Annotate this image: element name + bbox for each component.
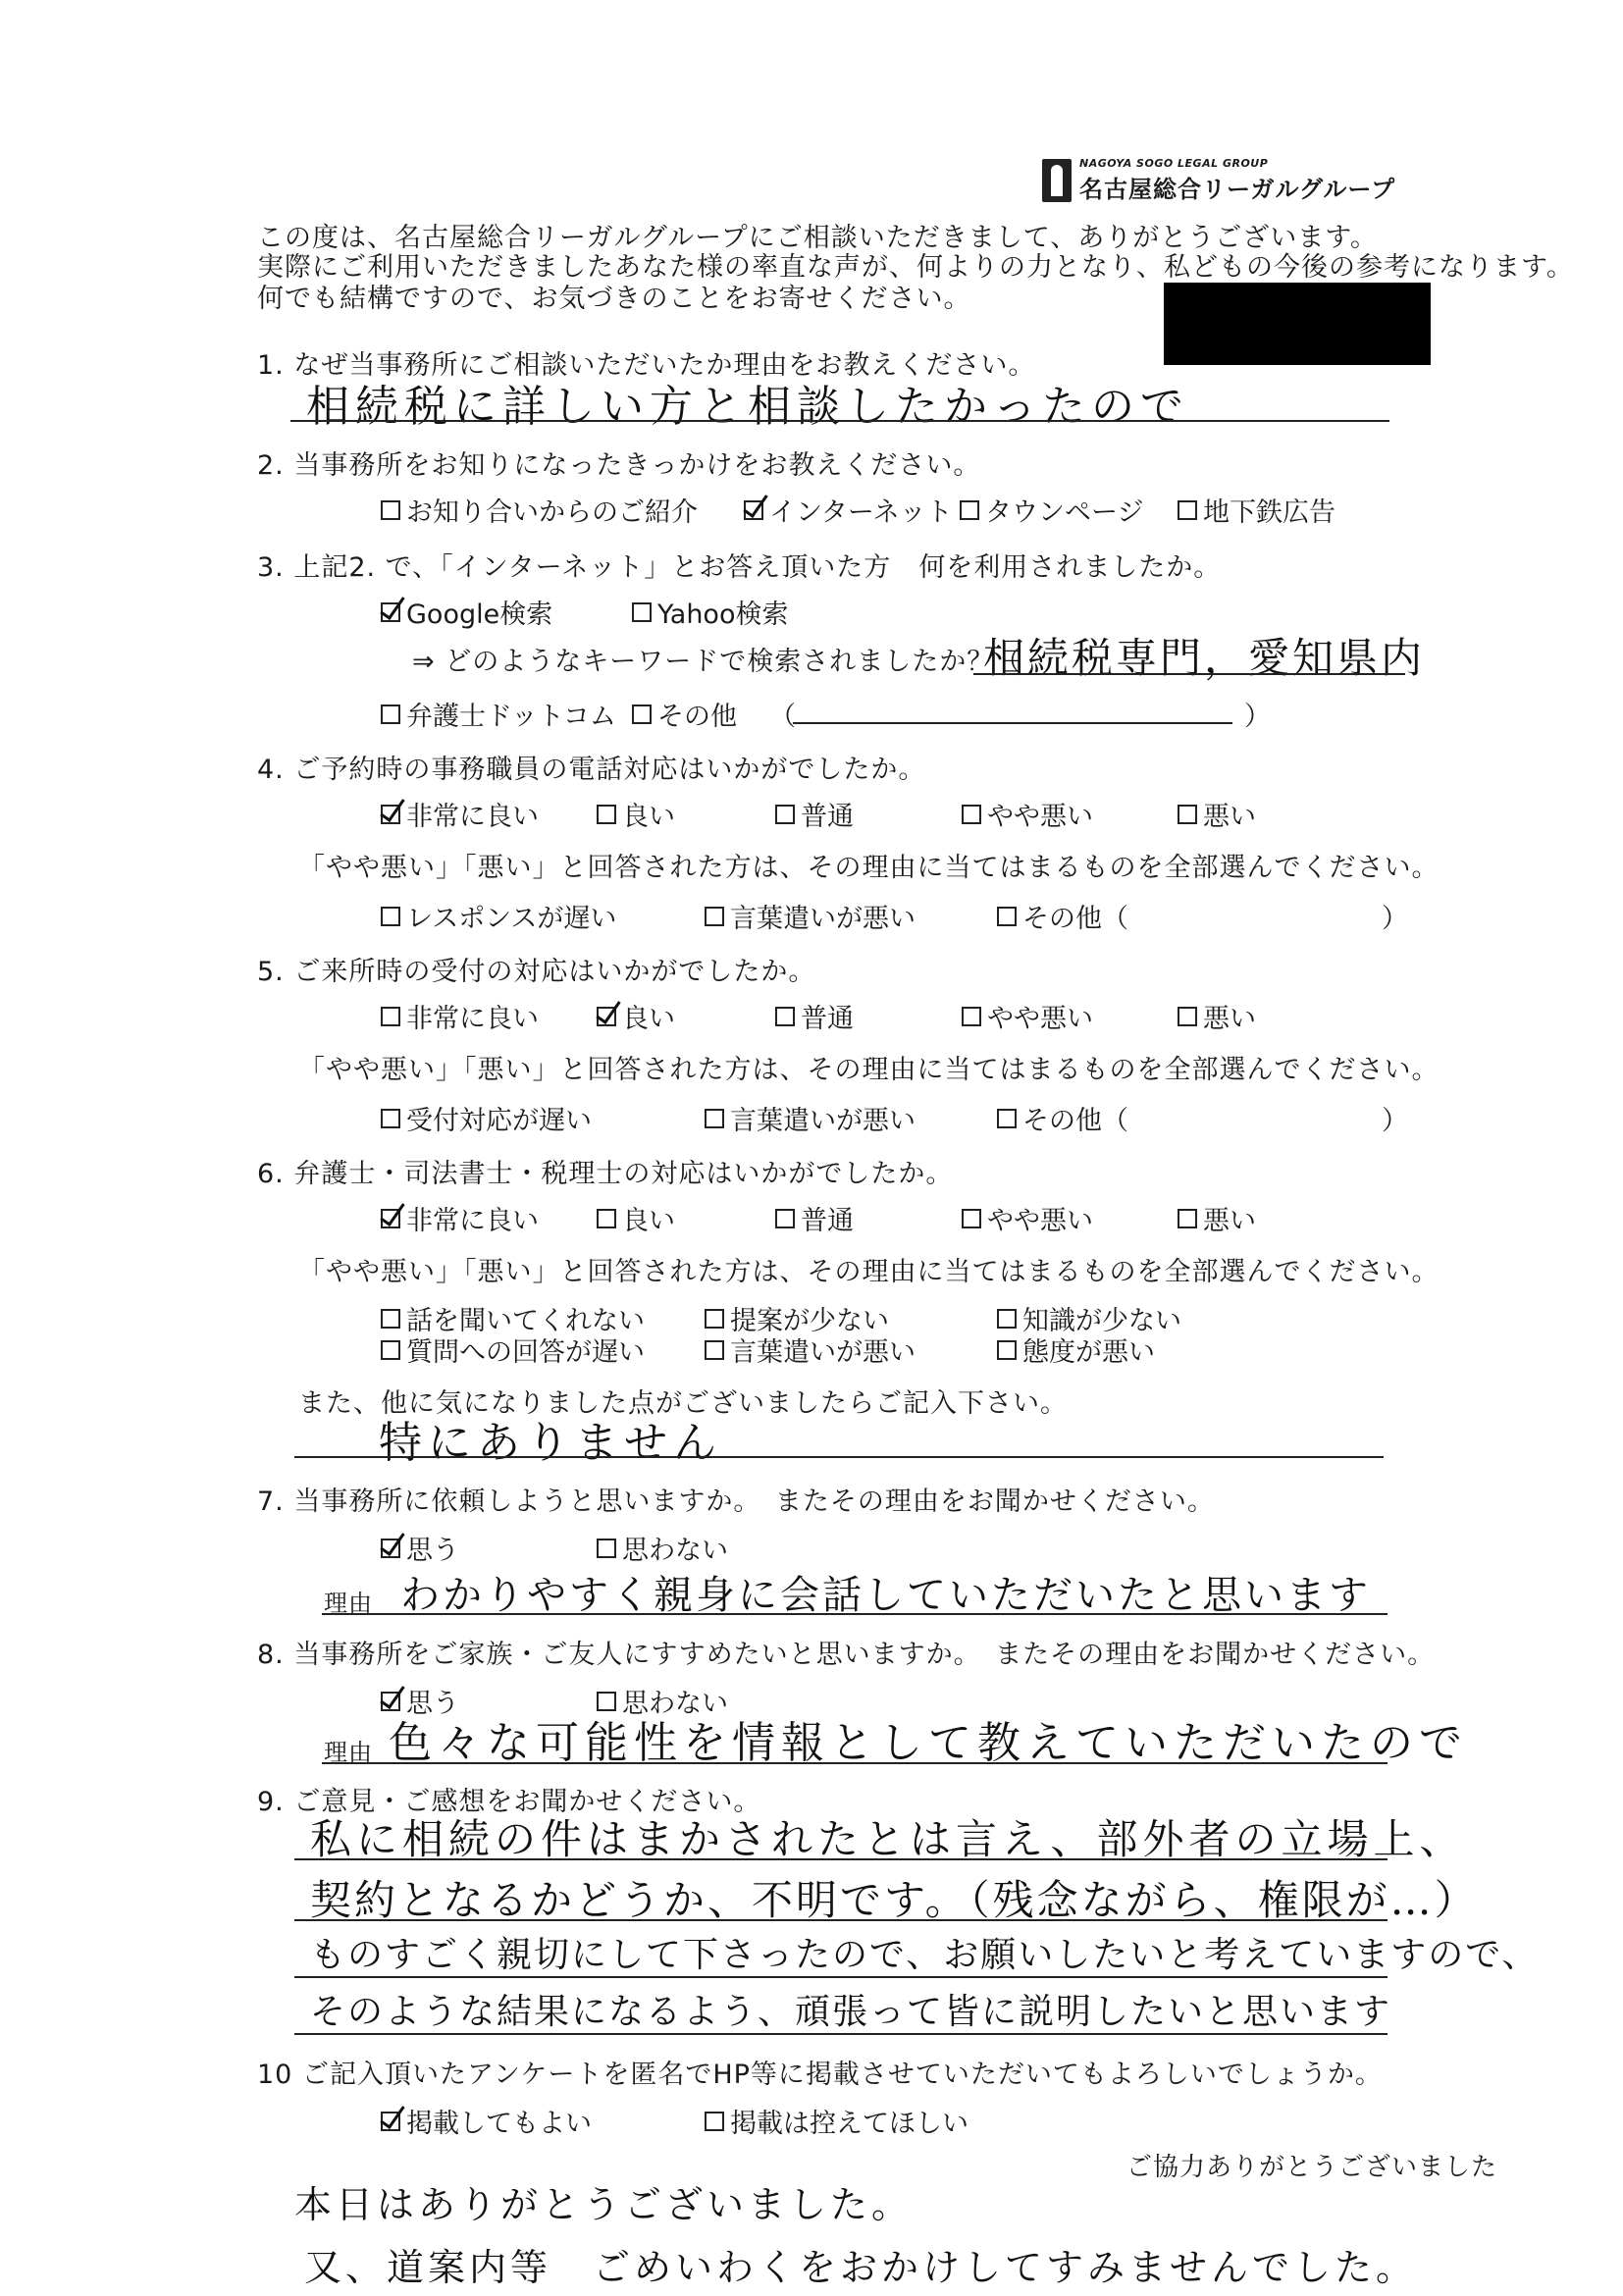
q4-reason-close: ）	[1382, 904, 1409, 934]
q1-answer[interactable]: 相続税に詳しい方と相談したかったので	[306, 382, 1189, 432]
q9-rule-4	[294, 2033, 1387, 2035]
q3-keyword-line	[973, 673, 1405, 675]
checkbox-checked-icon	[381, 1209, 400, 1228]
q7-reason-answer[interactable]: わかりやすく親身に会話していただいたと思います	[400, 1573, 1371, 1618]
intro-line-2: 実際にご利用いただきましたあなた様の率直な声が、何よりの力となり、私どもの今後の参考になります。	[257, 252, 1574, 283]
q7-option-no[interactable]: 思わない	[597, 1529, 728, 1567]
checkbox-icon	[962, 1007, 981, 1026]
checkbox-icon	[997, 1109, 1017, 1128]
q1-label: 1. なぜ当事務所にご相談いただいたか理由をお教えください。	[257, 350, 1036, 381]
q2-option-referral[interactable]: お知り合いからのご紹介	[381, 491, 698, 529]
q4-label: 4. ご予約時の事務職員の電話対応はいかがでしたか。	[257, 755, 926, 785]
q5-reason-slow-reception[interactable]: 受付対応が遅い	[381, 1099, 592, 1137]
checkbox-icon	[775, 1007, 795, 1026]
checkbox-icon	[1178, 500, 1197, 520]
q5-reason-language[interactable]: 言葉遣いが悪い	[705, 1099, 916, 1137]
redaction-block	[1164, 283, 1431, 365]
q6-other-answer[interactable]: 特にありません	[379, 1418, 722, 1468]
q2-option-townpage[interactable]: タウンページ	[960, 491, 1143, 529]
q3-option-bengoshi[interactable]: 弁護士ドットコム	[381, 695, 616, 733]
checkbox-icon	[775, 1209, 795, 1228]
q6-rating-somewhat-bad[interactable]: やや悪い	[962, 1199, 1093, 1237]
checkbox-icon	[705, 1109, 724, 1128]
q6-reason-attitude[interactable]: 態度が悪い	[997, 1331, 1155, 1369]
q9-label: 9. ご意見・ご感想をお聞かせください。	[257, 1787, 761, 1817]
logo-japanese: 名古屋総合リーガルグループ	[1079, 176, 1396, 203]
checkbox-checked-icon	[381, 805, 400, 824]
q5-reason-other[interactable]: その他（	[997, 1099, 1128, 1137]
checkbox-icon	[705, 1340, 724, 1360]
q9-answer-line-2[interactable]: 契約となるかどうか、不明です。（残念ながら、権限が…）	[310, 1876, 1479, 1924]
intro-line-3: 何でも結構ですので、お気づきのことをお寄せください。	[257, 284, 971, 314]
checkbox-icon	[597, 1209, 616, 1228]
checkbox-icon	[705, 1309, 724, 1329]
intro-line-1: この度は、名古屋総合リーガルグループにご相談いただきまして、ありがとうございます。	[257, 223, 1379, 253]
q7-label: 7. 当事務所に依頼しようと思いますか。 またその理由をお聞かせください。	[257, 1487, 1215, 1517]
q4-reason-prompt: 「やや悪い」「悪い」と回答された方は、その理由に当てはまるものを全部選んでください。	[298, 853, 1440, 883]
checkbox-checked-icon	[597, 1007, 616, 1026]
q6-reason-little-knowledge[interactable]: 知識が少ない	[997, 1299, 1181, 1337]
checkbox-icon	[705, 907, 724, 926]
checkbox-checked-icon	[744, 500, 763, 520]
checkbox-icon	[1178, 805, 1197, 824]
q8-reason-line	[322, 1762, 1387, 1764]
q9-answer-line-3[interactable]: ものすごく親切にして下さったので、お願いしたいと考えていますので、	[310, 1935, 1540, 1975]
q9-answer-line-4[interactable]: そのような結果になるよう、頑張って皆に説明したいと思います	[310, 1992, 1392, 2032]
q9-rule-3	[294, 1976, 1387, 1978]
q3-option-google[interactable]: Google検索	[381, 593, 552, 631]
checkbox-icon	[381, 704, 400, 724]
q6-other-line	[294, 1456, 1384, 1458]
q10-option-allow[interactable]: 掲載してもよい	[381, 2102, 592, 2140]
q4-rating-very-good[interactable]: 非常に良い	[381, 795, 539, 833]
q8-option-yes[interactable]: 思う	[381, 1682, 459, 1720]
q5-reason-close: ）	[1382, 1106, 1409, 1136]
checkbox-icon	[775, 805, 795, 824]
thanks-note: ご協力ありがとうございました	[1126, 2153, 1498, 2182]
logo-english: NAGOYA SOGO LEGAL GROUP	[1079, 157, 1269, 170]
checkbox-icon	[381, 1109, 400, 1128]
q2-label: 2. 当事務所をお知りになったきっかけをお教えください。	[257, 450, 981, 481]
q6-reason-slow-answers[interactable]: 質問への回答が遅い	[381, 1331, 645, 1369]
q6-reason-prompt: 「やや悪い」「悪い」と回答された方は、その理由に当てはまるものを全部選んでください。	[298, 1257, 1440, 1287]
q5-rating-good[interactable]: 良い	[597, 997, 675, 1035]
checkbox-icon	[997, 907, 1017, 926]
q2-option-subway-ad[interactable]: 地下鉄広告	[1178, 491, 1335, 529]
q5-reason-prompt: 「やや悪い」「悪い」と回答された方は、その理由に当てはまるものを全部選んでください。	[298, 1055, 1440, 1085]
q9-answer-line-1[interactable]: 私に相続の件はまかされたとは言え、部外者の立場上、	[310, 1815, 1466, 1863]
q6-label: 6. 弁護士・司法書士・税理士の対応はいかがでしたか。	[257, 1159, 954, 1189]
checkbox-icon	[381, 1340, 400, 1360]
q3-option-other[interactable]: その他	[632, 695, 737, 733]
q6-rating-good[interactable]: 良い	[597, 1199, 675, 1237]
checkbox-icon	[997, 1309, 1017, 1329]
q4-rating-somewhat-bad[interactable]: やや悪い	[962, 795, 1093, 833]
checkbox-icon	[1178, 1007, 1197, 1026]
checkbox-icon	[632, 602, 652, 622]
checkbox-icon	[705, 2112, 724, 2131]
q4-rating-average[interactable]: 普通	[775, 795, 854, 833]
q3-keyword-answer[interactable]: 相続税専門，愛知県内	[983, 634, 1426, 682]
closing-line-2: 又、道案内等 ごめいわくをおかけしてすみませんでした。	[304, 2246, 1418, 2289]
q4-reason-other[interactable]: その他（	[997, 897, 1128, 935]
q1-answer-line	[290, 420, 1389, 422]
checkbox-icon	[597, 805, 616, 824]
q4-reason-slow-response[interactable]: レスポンスが遅い	[381, 897, 616, 935]
q6-reason-language[interactable]: 言葉遣いが悪い	[705, 1331, 916, 1369]
q5-rating-somewhat-bad[interactable]: やや悪い	[962, 997, 1093, 1035]
checkbox-checked-icon	[381, 2112, 400, 2131]
checkbox-icon	[597, 1539, 616, 1558]
q3-label: 3. 上記2. で、「インターネット」とお答え頂いた方 何を利用されましたか。	[257, 552, 1222, 583]
checkbox-icon	[962, 805, 981, 824]
checkbox-icon	[1178, 1209, 1197, 1228]
q3-other-line[interactable]	[793, 722, 1232, 724]
q3-other-paren-open: （	[769, 702, 797, 732]
q3-other-paren-close: ）	[1244, 702, 1272, 732]
checkbox-checked-icon	[381, 602, 400, 622]
q7-reason-label: 理由	[324, 1590, 373, 1617]
q4-rating-good[interactable]: 良い	[597, 795, 675, 833]
q3-keyword-prompt: ⇒ どのようなキーワードで検索されましたか？（	[412, 647, 1022, 677]
q5-label: 5. ご来所時の受付の対応はいかがでしたか。	[257, 957, 816, 987]
q9-rule-1	[294, 1858, 1387, 1860]
q9-rule-2	[294, 1919, 1387, 1921]
q3-option-yahoo[interactable]: Yahoo検索	[632, 593, 788, 631]
checkbox-icon	[632, 704, 652, 724]
checkbox-icon	[381, 1007, 400, 1026]
q5-rating-bad[interactable]: 悪い	[1178, 997, 1256, 1035]
q6-rating-very-good[interactable]: 非常に良い	[381, 1199, 539, 1237]
q10-label: 10 ご記入頂いたアンケートを匿名でHP等に掲載させていただいてもよろしいでしょうか。	[257, 2060, 1383, 2090]
q4-reason-language[interactable]: 言葉遣いが悪い	[705, 897, 916, 935]
q7-option-yes[interactable]: 思う	[381, 1529, 459, 1567]
q2-option-internet[interactable]: インターネット	[744, 491, 953, 529]
q8-reason-answer[interactable]: 色々な可能性を情報として教えていただいたので	[389, 1718, 1468, 1768]
logo	[1042, 157, 1395, 204]
q4-rating-bad[interactable]: 悪い	[1178, 795, 1256, 833]
q8-label: 8. 当事務所をご家族・ご友人にすすめたいと思いますか。 またその理由をお聞かせください。	[257, 1640, 1436, 1670]
checkbox-icon	[997, 1340, 1017, 1360]
q6-rating-bad[interactable]: 悪い	[1178, 1199, 1256, 1237]
checkbox-icon	[381, 1309, 400, 1329]
q6-other-prompt: また、他に気になりました点がございましたらご記入下さい。	[298, 1388, 1068, 1419]
logo-mark-icon	[1042, 159, 1072, 202]
q6-rating-average[interactable]: 普通	[775, 1199, 854, 1237]
checkbox-icon	[962, 1209, 981, 1228]
closing-line-1: 本日はありがとうございました。	[294, 2183, 914, 2226]
checkbox-checked-icon	[381, 1539, 400, 1558]
q6-reason-not-listening[interactable]: 話を聞いてくれない	[381, 1299, 645, 1337]
checkbox-icon	[381, 907, 400, 926]
q6-reason-few-proposals[interactable]: 提案が少ない	[705, 1299, 889, 1337]
q10-option-decline[interactable]: 掲載は控えてほしい	[705, 2102, 969, 2140]
checkbox-icon	[381, 500, 400, 520]
checkbox-icon	[960, 500, 979, 520]
q8-reason-label: 理由	[324, 1739, 373, 1766]
q5-rating-very-good[interactable]: 非常に良い	[381, 997, 539, 1035]
q5-rating-average[interactable]: 普通	[775, 997, 854, 1035]
q7-reason-line	[322, 1613, 1387, 1615]
q8-option-no[interactable]: 思わない	[597, 1682, 728, 1720]
